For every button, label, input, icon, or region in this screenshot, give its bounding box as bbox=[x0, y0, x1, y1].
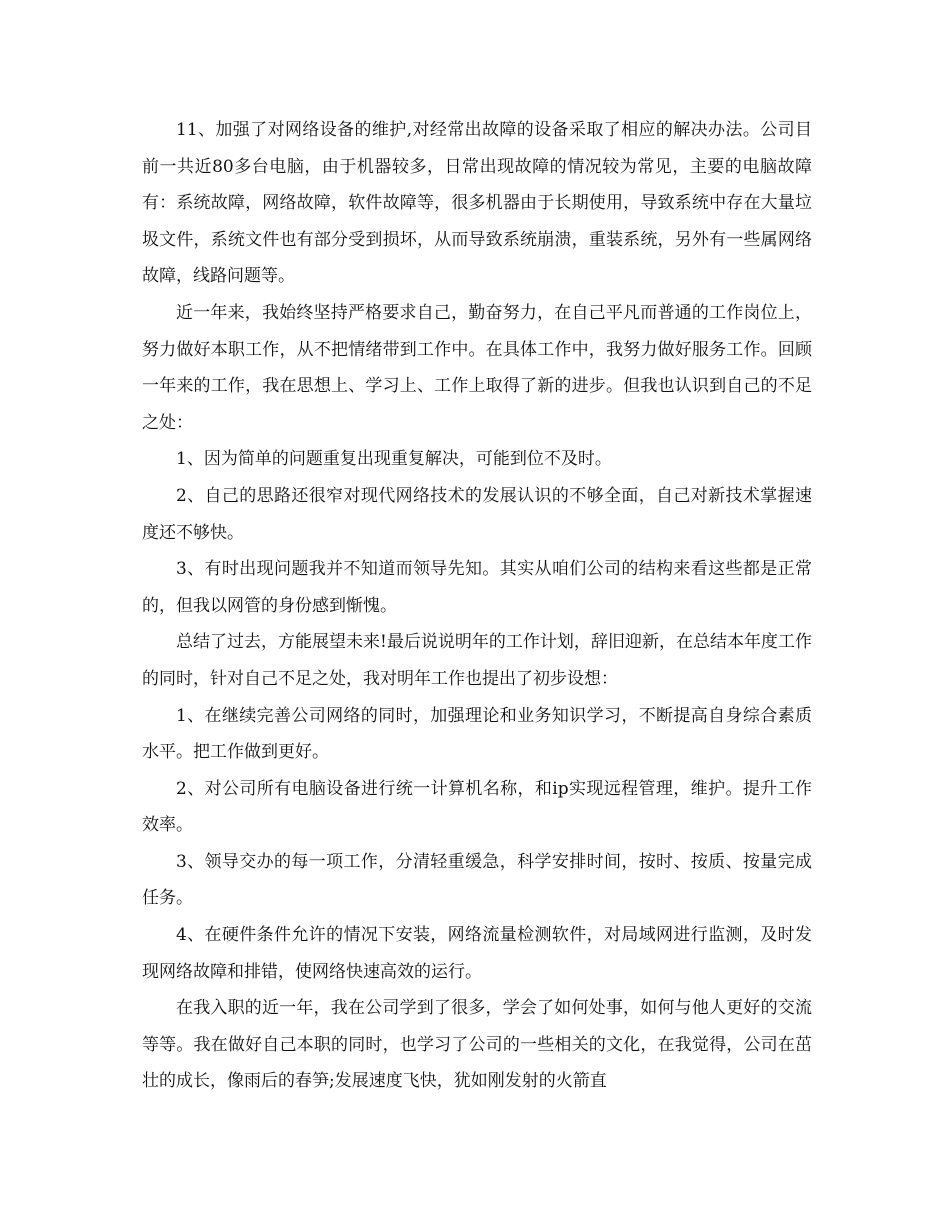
paragraph-shortcoming-3: 3、有时出现问题我并不知道而领导先知。其实从咱们公司的结构来看这些都是正常的，但我以网管的身份感到惭愧。 bbox=[142, 559, 812, 616]
paragraph-plan-3: 3、领导交办的每一项工作，分清轻重缓急，科学安排时间，按时、按质、按量完成任务。 bbox=[142, 851, 812, 909]
paragraph-plan-2: 2、对公司所有电脑设备进行统一计算机名称，和ip实现远程管理，维护。提升工作效率。 bbox=[142, 778, 812, 836]
document-body bbox=[142, 112, 812, 1100]
paragraph-year-review: 近一年来，我始终坚持严格要求自己，勤奋努力，在自己平凡而普通的工作岗位上，努力做好本职工作，从不把情绪带到工作中。在具体工作中，我努力做好服务工作。回顾一年来的工作，我在思想上、学习上、工作上取得了新的进步。但我也认识到自己的不足之处： bbox=[142, 302, 812, 433]
paragraph-plan-1: 1、在继续完善公司网络的同时，加强理论和业务知识学习，不断提高自身综合素质水平。把工作做到更好。 bbox=[142, 705, 812, 763]
paragraph-plan-4: 4、在硬件条件允许的情况下安装，网络流量检测软件，对局域网进行监测，及时发现网络故障和排错，使网络快速高效的运行。 bbox=[142, 925, 812, 982]
paragraph-shortcoming-1: 1、因为简单的问题重复出现重复解决，可能到位不及时。 bbox=[176, 449, 612, 470]
paragraph-shortcoming-2: 2、自己的思路还很窄对现代网络技术的发展认识的不够全面，自己对新技术掌握速度还不够快。 bbox=[142, 485, 812, 543]
paragraph-plan-intro: 总结了过去，方能展望未来!最后说说明年的工作计划，辞旧迎新，在总结本年度工作的同时，针对自己不足之处，我对明年工作也提出了初步设想： bbox=[142, 632, 812, 689]
paragraph-network-maintenance: 11、加强了对网络设备的维护,对经常出故障的设备采取了相应的解决办法。公司目前一共近80多台电脑，由于机器较多，日常出现故障的情况较为常见，主要的电脑故障有：系统故障，网络故障，软件故障等，很多机器由于长期使用，导致系统中存在大量垃圾文件，系统文件也有部分受到损坏，从而导致系统崩溃，重装系统，另外有一些属网络故障，线路问题等。 bbox=[142, 120, 812, 287]
paragraph-closing: 在我入职的近一年，我在公司学到了很多，学会了如何处事，如何与他人更好的交流等等。我在做好自己本职的同时，也学习了公司的一些相关的文化，在我觉得，公司在茁壮的成长，像雨后的春笋;发展速度飞快，犹如刚发射的火箭直 bbox=[142, 998, 812, 1092]
